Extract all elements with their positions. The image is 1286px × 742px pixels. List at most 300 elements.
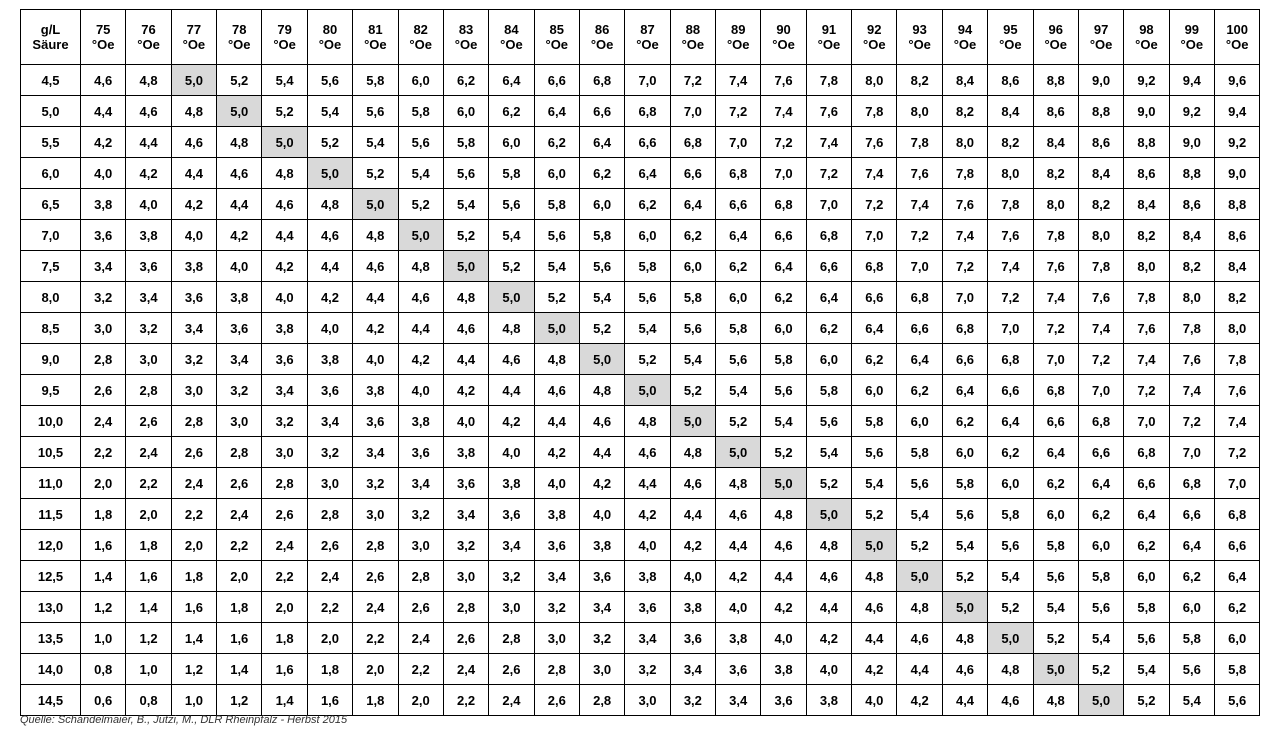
table-cell: 8,0 xyxy=(1214,313,1259,344)
table-cell: 6,2 xyxy=(443,65,488,96)
table-cell: 6,6 xyxy=(1214,530,1259,561)
table-cell: 2,8 xyxy=(307,499,352,530)
table-cell: 4,4 xyxy=(217,189,262,220)
table-cell: 8,8 xyxy=(1078,96,1123,127)
table-cell: 6,2 xyxy=(852,344,897,375)
table-cell: 3,0 xyxy=(534,623,579,654)
table-cell: 6,4 xyxy=(489,65,534,96)
table-cell: 5,8 xyxy=(625,251,670,282)
table-cell: 3,0 xyxy=(443,561,488,592)
table-cell: 4,2 xyxy=(353,313,398,344)
table-cell: 3,0 xyxy=(262,437,307,468)
table-cell: 5,8 xyxy=(716,313,761,344)
table-cell: 7,2 xyxy=(761,127,806,158)
table-cell: 2,6 xyxy=(262,499,307,530)
table-cell: 6,8 xyxy=(625,96,670,127)
table-cell: 6,8 xyxy=(897,282,942,313)
table-cell: 8,0 xyxy=(897,96,942,127)
table-cell: 4,4 xyxy=(489,375,534,406)
table-cell: 4,0 xyxy=(761,623,806,654)
table-cell: 6,6 xyxy=(1078,437,1123,468)
table-cell: 7,2 xyxy=(1033,313,1078,344)
table-cell: 3,6 xyxy=(489,499,534,530)
table-cell: 7,4 xyxy=(716,65,761,96)
table-cell: 7,8 xyxy=(1124,282,1169,313)
column-header-unit: °Oe xyxy=(636,37,659,52)
table-cell: 5,4 xyxy=(897,499,942,530)
table-cell: 7,4 xyxy=(1124,344,1169,375)
table-cell: 4,4 xyxy=(534,406,579,437)
table-cell: 4,8 xyxy=(171,96,216,127)
table-cell: 3,6 xyxy=(398,437,443,468)
table-cell: 3,2 xyxy=(579,623,624,654)
column-header-number: 80 xyxy=(322,22,338,37)
table-cell: 5,2 xyxy=(534,282,579,313)
table-cell: 5,6 xyxy=(897,468,942,499)
table-cell: 3,2 xyxy=(670,685,715,716)
table-cell: 4,6 xyxy=(716,499,761,530)
table-cell: 6,2 xyxy=(625,189,670,220)
table-cell: 3,2 xyxy=(398,499,443,530)
table-cell: 8,6 xyxy=(1078,127,1123,158)
table-cell: 2,2 xyxy=(171,499,216,530)
column-header-number: 94 xyxy=(957,22,973,37)
table-cell: 4,6 xyxy=(534,375,579,406)
table-cell: 3,2 xyxy=(625,654,670,685)
table-cell: 7,2 xyxy=(670,65,715,96)
table-cell: 7,2 xyxy=(1214,437,1259,468)
table-cell: 7,0 xyxy=(942,282,987,313)
table-cell: 4,0 xyxy=(489,437,534,468)
table-cell: 5,8 xyxy=(1033,530,1078,561)
column-header-76 xyxy=(126,10,171,65)
column-header-number: 87 xyxy=(640,22,655,37)
table-cell: 0,6 xyxy=(81,685,126,716)
table-cell: 4,4 xyxy=(81,96,126,127)
table-cell: 4,8 xyxy=(716,468,761,499)
table-cell: 5,2 xyxy=(579,313,624,344)
highlighted-cell: 5,0 xyxy=(443,251,488,282)
column-header-number: 84 xyxy=(504,22,519,37)
table-cell: 8,6 xyxy=(1214,220,1259,251)
column-header-unit: °Oe xyxy=(273,37,296,52)
table-cell: 5,2 xyxy=(217,65,262,96)
table-cell: 3,8 xyxy=(489,468,534,499)
table-cell: 4,0 xyxy=(262,282,307,313)
table-cell: 6,4 xyxy=(852,313,897,344)
table-cell: 5,4 xyxy=(307,96,352,127)
table-cell: 5,8 xyxy=(942,468,987,499)
corner-line2: Säure xyxy=(32,37,69,52)
table-cell: 2,8 xyxy=(579,685,624,716)
column-header-96 xyxy=(1033,10,1078,65)
column-header-unit: °Oe xyxy=(1225,37,1249,52)
table-row xyxy=(21,65,1260,96)
column-header-77 xyxy=(171,10,216,65)
table-cell: 4,8 xyxy=(126,65,171,96)
table-cell: 1,4 xyxy=(126,592,171,623)
column-header-83 xyxy=(443,10,488,65)
table-cell: 3,6 xyxy=(171,282,216,313)
table-cell: 1,6 xyxy=(126,561,171,592)
column-header-82 xyxy=(398,10,443,65)
table-cell: 3,6 xyxy=(579,561,624,592)
table-cell: 7,0 xyxy=(852,220,897,251)
column-header-number: 99 xyxy=(1184,22,1200,37)
table-cell: 5,8 xyxy=(489,158,534,189)
table-row xyxy=(21,251,1260,282)
table-row xyxy=(21,313,1260,344)
table-cell: 8,6 xyxy=(1169,189,1214,220)
column-header-79 xyxy=(262,10,307,65)
column-header-84 xyxy=(489,10,534,65)
column-header-number: 86 xyxy=(594,22,610,37)
table-cell: 3,4 xyxy=(670,654,715,685)
highlighted-cell: 5,0 xyxy=(761,468,806,499)
table-cell: 6,6 xyxy=(1124,468,1169,499)
table-cell: 3,8 xyxy=(534,499,579,530)
table-cell: 3,8 xyxy=(353,375,398,406)
table-cell: 5,6 xyxy=(670,313,715,344)
table-cell: 6,6 xyxy=(852,282,897,313)
table-cell: 5,4 xyxy=(443,189,488,220)
table-cell: 8,8 xyxy=(1214,189,1259,220)
table-cell: 1,6 xyxy=(217,623,262,654)
table-cell: 5,4 xyxy=(262,65,307,96)
table-cell: 6,8 xyxy=(579,65,624,96)
table-cell: 8,4 xyxy=(942,65,987,96)
table-cell: 6,4 xyxy=(1214,561,1259,592)
table-cell: 1,2 xyxy=(126,623,171,654)
table-cell: 3,6 xyxy=(353,406,398,437)
table-cell: 4,8 xyxy=(625,406,670,437)
table-cell: 6,0 xyxy=(670,251,715,282)
table-cell: 8,2 xyxy=(1033,158,1078,189)
table-cell: 5,6 xyxy=(852,437,897,468)
table-cell: 8,2 xyxy=(988,127,1033,158)
table-cell: 6,0 xyxy=(942,437,987,468)
table-cell: 3,6 xyxy=(443,468,488,499)
table-cell: 4,2 xyxy=(625,499,670,530)
highlighted-cell: 5,0 xyxy=(1078,685,1123,716)
column-header-unit: °Oe xyxy=(91,37,115,52)
table-cell: 4,8 xyxy=(353,220,398,251)
table-cell: 3,0 xyxy=(579,654,624,685)
table-cell: 5,8 xyxy=(852,406,897,437)
table-cell: 4,2 xyxy=(217,220,262,251)
column-header-88 xyxy=(670,10,715,65)
table-cell: 7,0 xyxy=(625,65,670,96)
row-label: 6,0 xyxy=(21,158,81,189)
table-cell: 4,0 xyxy=(806,654,851,685)
table-cell: 3,4 xyxy=(307,406,352,437)
table-cell: 7,8 xyxy=(852,96,897,127)
table-cell: 7,4 xyxy=(806,127,851,158)
table-cell: 4,4 xyxy=(126,127,171,158)
column-header-number: 82 xyxy=(413,22,428,37)
table-cell: 6,0 xyxy=(1214,623,1259,654)
table-row xyxy=(21,437,1260,468)
table-cell: 3,8 xyxy=(398,406,443,437)
table-cell: 4,8 xyxy=(579,375,624,406)
table-cell: 7,0 xyxy=(1033,344,1078,375)
table-cell: 5,6 xyxy=(761,375,806,406)
table-cell: 2,4 xyxy=(217,499,262,530)
table-cell: 3,2 xyxy=(489,561,534,592)
table-cell: 6,4 xyxy=(1078,468,1123,499)
row-label: 10,0 xyxy=(21,406,81,437)
table-row xyxy=(21,623,1260,654)
table-cell: 4,0 xyxy=(716,592,761,623)
table-cell: 1,8 xyxy=(262,623,307,654)
table-cell: 6,2 xyxy=(988,437,1033,468)
table-cell: 6,2 xyxy=(716,251,761,282)
table-cell: 2,2 xyxy=(217,530,262,561)
table-cell: 2,8 xyxy=(489,623,534,654)
table-cell: 4,2 xyxy=(171,189,216,220)
table-cell: 7,6 xyxy=(761,65,806,96)
table-cell: 5,2 xyxy=(1033,623,1078,654)
table-cell: 4,6 xyxy=(171,127,216,158)
header-row xyxy=(21,10,1260,65)
table-cell: 8,2 xyxy=(1169,251,1214,282)
table-cell: 9,6 xyxy=(1214,65,1259,96)
column-header-97 xyxy=(1078,10,1123,65)
table-cell: 7,0 xyxy=(988,313,1033,344)
table-cell: 6,2 xyxy=(897,375,942,406)
table-cell: 7,2 xyxy=(852,189,897,220)
table-cell: 3,4 xyxy=(126,282,171,313)
table-cell: 4,6 xyxy=(307,220,352,251)
table-cell: 1,2 xyxy=(217,685,262,716)
table-cell: 7,2 xyxy=(716,96,761,127)
table-cell: 5,4 xyxy=(1033,592,1078,623)
column-header-number: 95 xyxy=(1003,22,1018,37)
table-cell: 4,4 xyxy=(443,344,488,375)
column-header-unit: °Oe xyxy=(227,37,251,52)
table-cell: 6,4 xyxy=(579,127,624,158)
table-cell: 8,2 xyxy=(1124,220,1169,251)
highlighted-cell: 5,0 xyxy=(307,158,352,189)
table-cell: 4,2 xyxy=(126,158,171,189)
column-header-number: 92 xyxy=(867,22,882,37)
column-header-100 xyxy=(1214,10,1259,65)
table-cell: 6,8 xyxy=(852,251,897,282)
table-cell: 4,8 xyxy=(489,313,534,344)
table-cell: 8,4 xyxy=(1169,220,1214,251)
table-cell: 7,0 xyxy=(897,251,942,282)
table-cell: 7,2 xyxy=(897,220,942,251)
column-header-99 xyxy=(1169,10,1214,65)
table-cell: 8,4 xyxy=(988,96,1033,127)
table-cell: 6,6 xyxy=(806,251,851,282)
table-cell: 7,2 xyxy=(988,282,1033,313)
table-cell: 5,4 xyxy=(534,251,579,282)
table-cell: 3,8 xyxy=(806,685,851,716)
table-cell: 2,2 xyxy=(443,685,488,716)
table-cell: 6,2 xyxy=(1169,561,1214,592)
table-cell: 2,4 xyxy=(398,623,443,654)
table-cell: 4,6 xyxy=(443,313,488,344)
table-cell: 7,4 xyxy=(897,189,942,220)
table-cell: 7,6 xyxy=(1078,282,1123,313)
table-cell: 4,2 xyxy=(761,592,806,623)
table-cell: 5,6 xyxy=(489,189,534,220)
table-cell: 6,2 xyxy=(579,158,624,189)
table-cell: 7,8 xyxy=(1078,251,1123,282)
column-header-91 xyxy=(806,10,851,65)
table-cell: 6,8 xyxy=(761,189,806,220)
table-cell: 8,2 xyxy=(897,65,942,96)
column-header-number: 96 xyxy=(1048,22,1063,37)
table-cell: 7,8 xyxy=(1033,220,1078,251)
column-header-number: 85 xyxy=(549,22,564,37)
column-header-80 xyxy=(307,10,352,65)
column-header-number: 90 xyxy=(776,22,791,37)
row-label: 11,0 xyxy=(21,468,81,499)
table-cell: 4,4 xyxy=(262,220,307,251)
table-cell: 3,6 xyxy=(670,623,715,654)
table-cell: 2,2 xyxy=(262,561,307,592)
table-cell: 7,2 xyxy=(806,158,851,189)
table-cell: 5,2 xyxy=(398,189,443,220)
row-label: 10,5 xyxy=(21,437,81,468)
table-cell: 9,0 xyxy=(1214,158,1259,189)
table-cell: 2,0 xyxy=(126,499,171,530)
table-cell: 4,0 xyxy=(307,313,352,344)
table-cell: 1,8 xyxy=(171,561,216,592)
table-row xyxy=(21,344,1260,375)
table-cell: 8,0 xyxy=(1078,220,1123,251)
table-cell: 4,4 xyxy=(716,530,761,561)
table-cell: 2,0 xyxy=(171,530,216,561)
table-cell: 4,4 xyxy=(761,561,806,592)
row-label: 7,5 xyxy=(21,251,81,282)
table-cell: 2,0 xyxy=(353,654,398,685)
table-cell: 7,2 xyxy=(1078,344,1123,375)
highlighted-cell: 5,0 xyxy=(852,530,897,561)
highlighted-cell: 5,0 xyxy=(988,623,1033,654)
table-cell: 2,6 xyxy=(307,530,352,561)
table-row xyxy=(21,189,1260,220)
table-cell: 4,2 xyxy=(579,468,624,499)
column-header-unit: °Oe xyxy=(590,37,614,52)
table-cell: 7,4 xyxy=(1214,406,1259,437)
table-cell: 5,2 xyxy=(988,592,1033,623)
table-cell: 2,6 xyxy=(171,437,216,468)
table-cell: 4,6 xyxy=(625,437,670,468)
row-label: 12,5 xyxy=(21,561,81,592)
column-header-98 xyxy=(1124,10,1169,65)
highlighted-cell: 5,0 xyxy=(489,282,534,313)
table-row xyxy=(21,220,1260,251)
table-cell: 4,4 xyxy=(171,158,216,189)
corner-header xyxy=(21,10,81,65)
column-header-95 xyxy=(988,10,1033,65)
table-cell: 1,4 xyxy=(217,654,262,685)
table-cell: 1,4 xyxy=(262,685,307,716)
table-cell: 5,6 xyxy=(579,251,624,282)
table-cell: 4,2 xyxy=(262,251,307,282)
row-label: 8,5 xyxy=(21,313,81,344)
row-label: 8,0 xyxy=(21,282,81,313)
table-cell: 2,4 xyxy=(171,468,216,499)
table-cell: 6,6 xyxy=(1169,499,1214,530)
table-cell: 4,4 xyxy=(398,313,443,344)
table-cell: 6,6 xyxy=(670,158,715,189)
table-cell: 7,6 xyxy=(1124,313,1169,344)
table-cell: 3,8 xyxy=(307,344,352,375)
row-label: 11,5 xyxy=(21,499,81,530)
table-cell: 4,8 xyxy=(942,623,987,654)
table-cell: 2,6 xyxy=(534,685,579,716)
table-cell: 3,4 xyxy=(398,468,443,499)
table-cell: 4,4 xyxy=(307,251,352,282)
highlighted-cell: 5,0 xyxy=(171,65,216,96)
table-cell: 3,8 xyxy=(217,282,262,313)
table-cell: 4,2 xyxy=(307,282,352,313)
table-cell: 6,4 xyxy=(806,282,851,313)
table-cell: 5,2 xyxy=(1124,685,1169,716)
table-cell: 3,8 xyxy=(579,530,624,561)
table-cell: 6,6 xyxy=(534,65,579,96)
table-cell: 7,6 xyxy=(1033,251,1078,282)
table-cell: 4,6 xyxy=(398,282,443,313)
table-cell: 5,2 xyxy=(307,127,352,158)
table-row xyxy=(21,592,1260,623)
table-row xyxy=(21,468,1260,499)
column-header-unit: °Oe xyxy=(817,37,841,52)
table-cell: 9,0 xyxy=(1124,96,1169,127)
column-header-92 xyxy=(852,10,897,65)
table-cell: 5,6 xyxy=(1169,654,1214,685)
table-cell: 6,0 xyxy=(1169,592,1214,623)
table-row xyxy=(21,499,1260,530)
table-cell: 8,0 xyxy=(1169,282,1214,313)
table-cell: 1,8 xyxy=(217,592,262,623)
table-cell: 3,8 xyxy=(443,437,488,468)
table-row xyxy=(21,406,1260,437)
table-cell: 6,0 xyxy=(852,375,897,406)
column-header-number: 79 xyxy=(277,22,292,37)
highlighted-cell: 5,0 xyxy=(217,96,262,127)
table-cell: 8,0 xyxy=(988,158,1033,189)
table-cell: 4,8 xyxy=(398,251,443,282)
row-label: 9,0 xyxy=(21,344,81,375)
table-cell: 6,6 xyxy=(716,189,761,220)
table-cell: 8,6 xyxy=(1124,158,1169,189)
table-cell: 6,8 xyxy=(806,220,851,251)
table-cell: 4,0 xyxy=(579,499,624,530)
table-cell: 5,2 xyxy=(806,468,851,499)
table-cell: 7,0 xyxy=(716,127,761,158)
table-cell: 5,6 xyxy=(307,65,352,96)
table-cell: 3,4 xyxy=(81,251,126,282)
table-cell: 5,8 xyxy=(353,65,398,96)
table-cell: 5,6 xyxy=(1078,592,1123,623)
table-cell: 6,8 xyxy=(1169,468,1214,499)
table-cell: 6,0 xyxy=(1078,530,1123,561)
table-cell: 6,4 xyxy=(942,375,987,406)
table-cell: 4,8 xyxy=(1033,685,1078,716)
table-cell: 1,8 xyxy=(353,685,398,716)
column-header-unit: °Oe xyxy=(999,37,1022,52)
highlighted-cell: 5,0 xyxy=(670,406,715,437)
table-cell: 6,0 xyxy=(806,344,851,375)
table-cell: 4,6 xyxy=(852,592,897,623)
table-cell: 4,4 xyxy=(579,437,624,468)
table-cell: 3,6 xyxy=(126,251,171,282)
